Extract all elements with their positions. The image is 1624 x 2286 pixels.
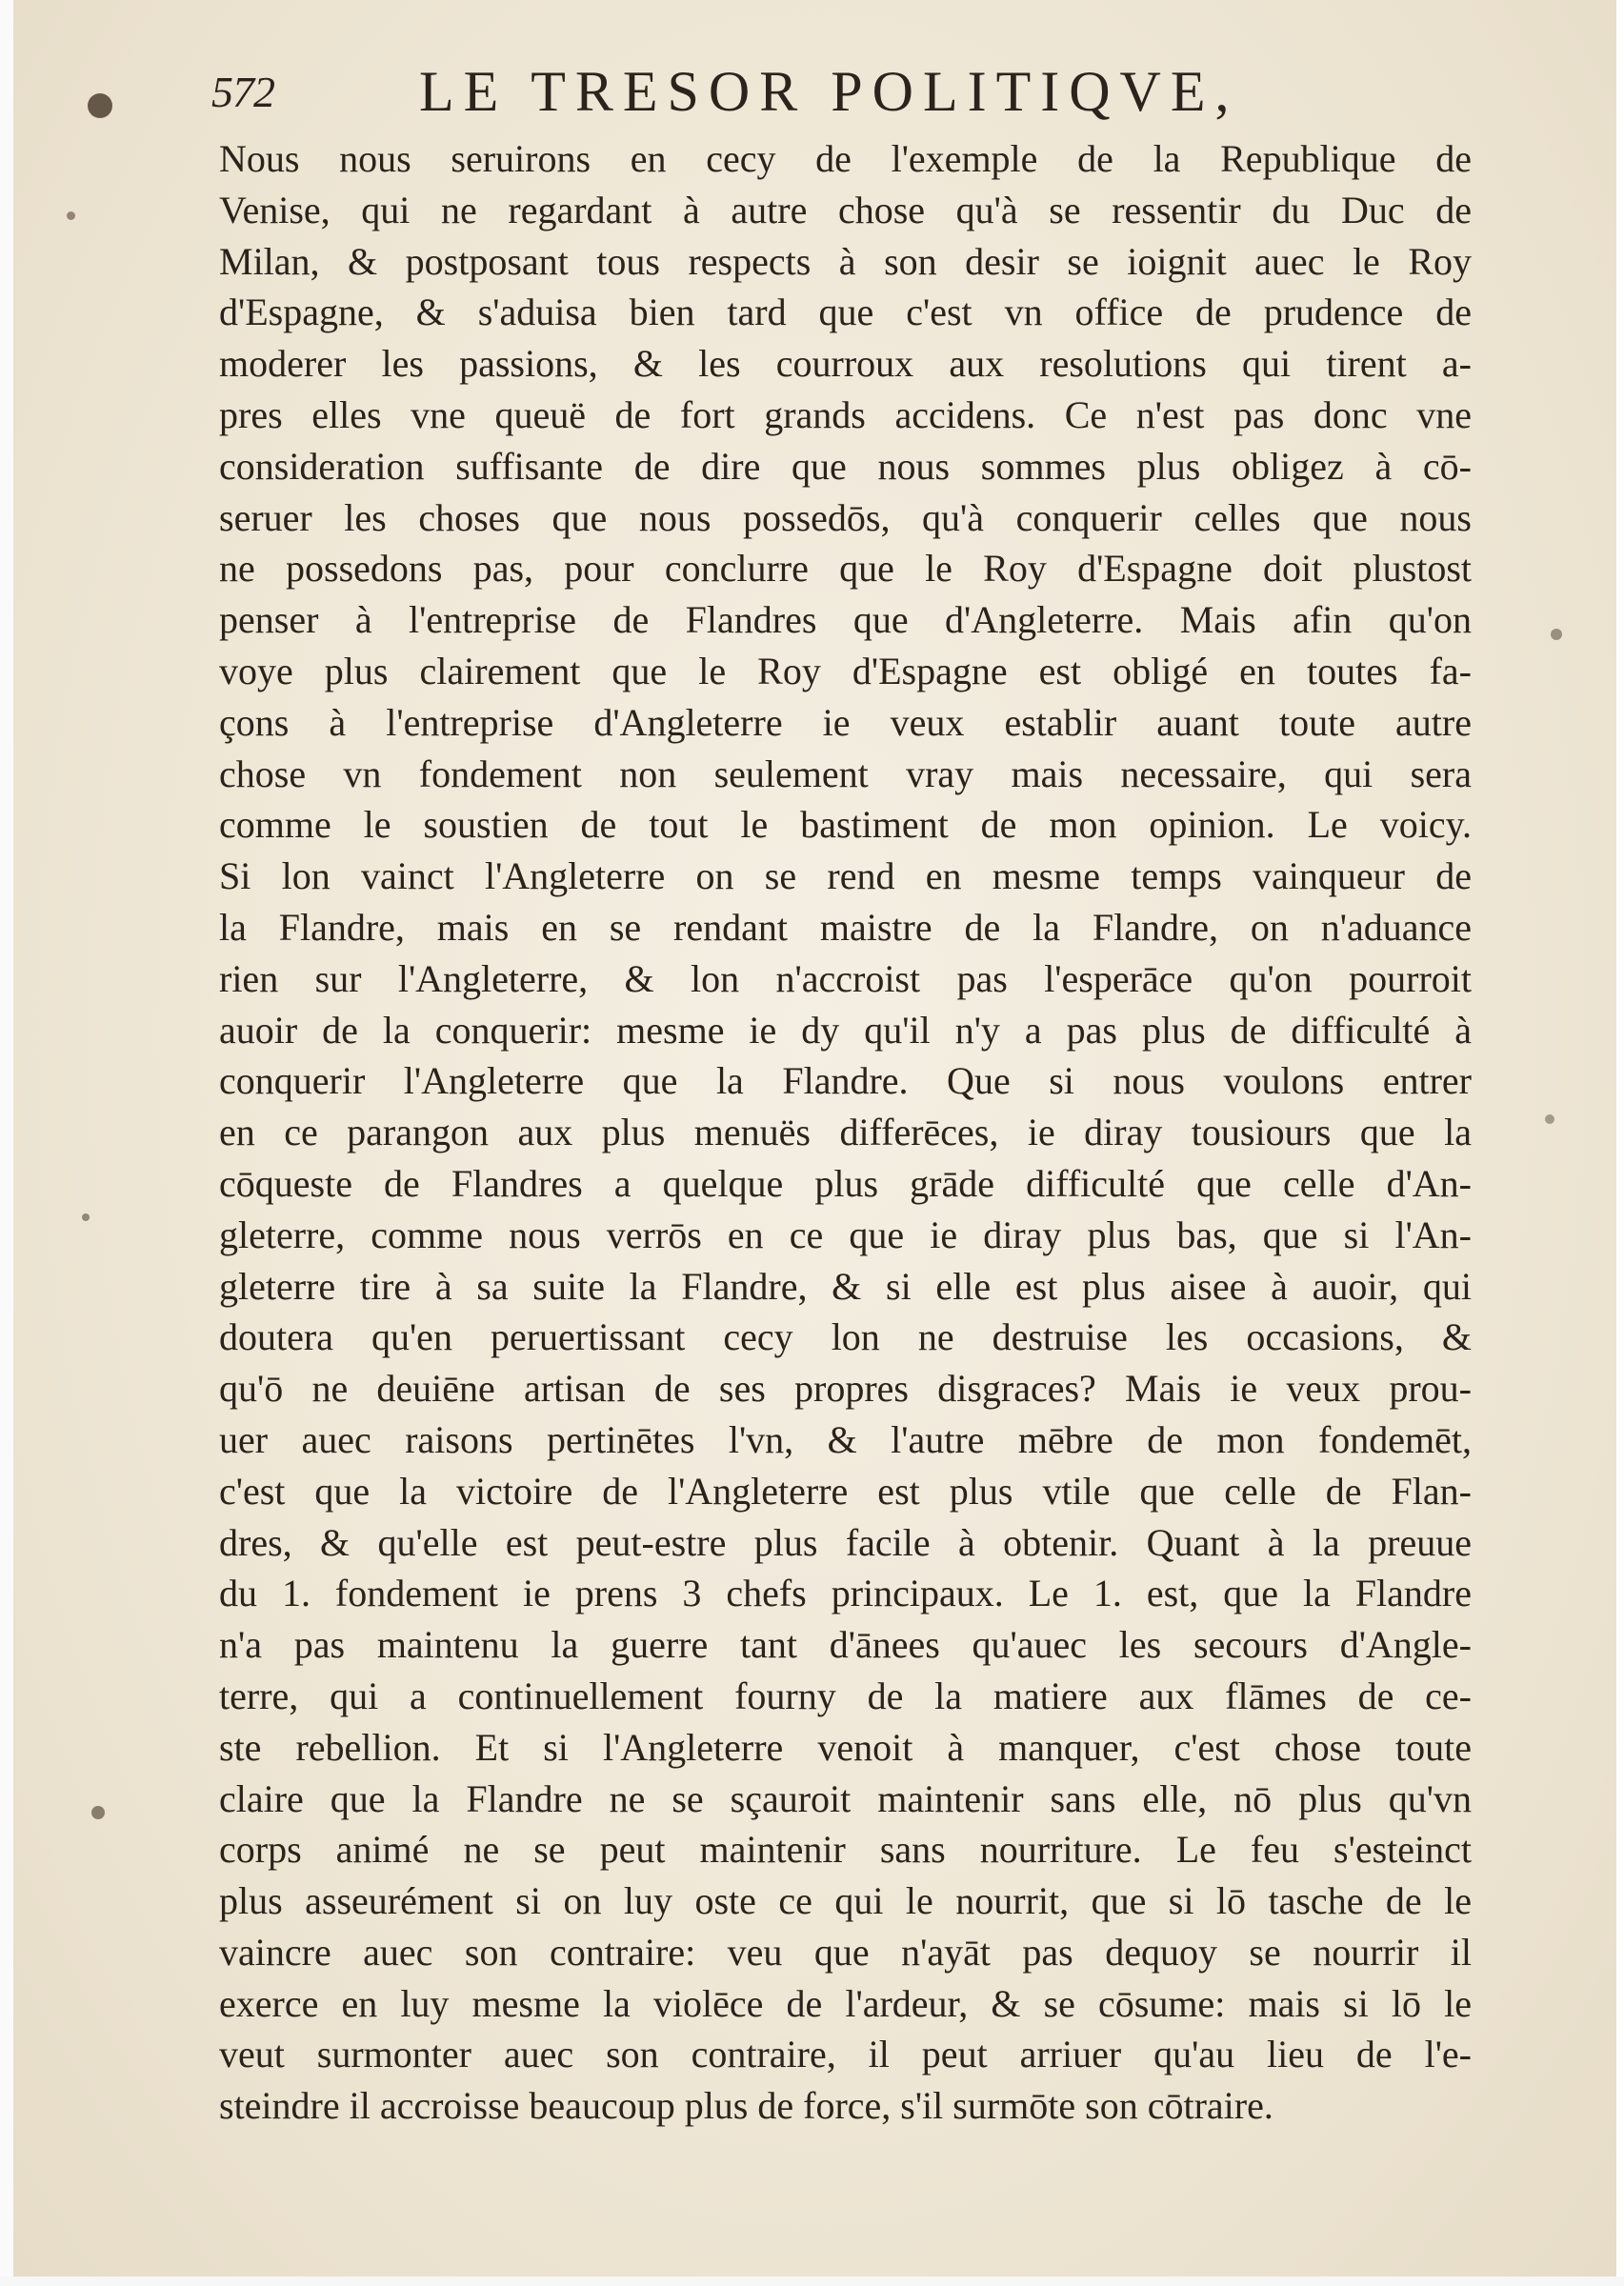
text-line: Si lon vainct l'Angleterre on se rend en mesme temps vainqueur de xyxy=(219,854,1472,898)
text-line: corps animé ne se peut maintenir sans nourriture. Le feu s'esteinct xyxy=(219,1828,1472,1872)
text-line: pres elles vne queuë de fort grands accidens. Ce n'est pas donc vne xyxy=(219,392,1472,436)
text-line: cōqueste de Flandres a quelque plus grāde difficulté que celle d'An- xyxy=(219,1161,1472,1205)
scan-edge-right xyxy=(1616,0,1624,2286)
text-line: voye plus clairement que le Roy d'Espagne est obligé en toutes fa- xyxy=(219,649,1472,692)
text-line: çons à l'entreprise d'Angleterre ie veux establir auant toute autre xyxy=(219,700,1472,744)
text-line: rien sur l'Angleterre, & lon n'accroist pas l'esperāce qu'on pourroit xyxy=(219,956,1472,1000)
scan-edge-bottom xyxy=(0,2276,1624,2286)
text-line: gleterre, comme nous verrōs en ce que ie diray plus bas, que si l'An- xyxy=(219,1213,1472,1256)
text-line: steindre il accroisse beaucoup plus de force, s'il surmōte son cōtraire. xyxy=(219,2084,1273,2128)
text-line: vaincre auec son contraire: veu que n'ayāt pas dequoy se nourrir il xyxy=(219,1930,1472,1974)
ink-stain xyxy=(88,93,112,118)
text-line: ste rebellion. Et si l'Angleterre venoit à manquer, c'est chose toute xyxy=(219,1725,1472,1769)
text-line: chose vn fondement non seulement vray mais necessaire, qui sera xyxy=(219,752,1472,795)
ink-stain xyxy=(1545,1114,1554,1124)
text-line: du 1. fondement ie prens 3 chefs principaux. Le 1. est, que la Flandre xyxy=(219,1572,1472,1615)
text-line: Milan, & postposant tous respects à son desir se ioignit auec le Roy xyxy=(219,239,1472,283)
scan-edge-left xyxy=(0,0,13,2286)
text-line: Venise, qui ne regardant à autre chose qu'à se ressentir du Duc de xyxy=(219,188,1472,231)
text-line: Nous nous seruirons en cecy de l'exemple de la Republique de xyxy=(219,137,1472,180)
text-line: conquerir l'Angleterre que la Flandre. Que si nous voulons entrer xyxy=(219,1059,1472,1103)
text-line: terre, qui a continuellement fourny de la matiere aux flāmes de ce- xyxy=(219,1674,1472,1717)
text-line: gleterre tire à sa suite la Flandre, & si elle est plus aisee à auoir, qui xyxy=(219,1264,1472,1308)
text-line: auoir de la conquerir: mesme ie dy qu'il n'y a pas plus de difficulté à xyxy=(219,1008,1472,1052)
text-line: claire que la Flandre ne se sçauroit maintenir sans elle, nō plus qu'vn xyxy=(219,1776,1472,1820)
text-line: c'est que la victoire de l'Angleterre est plus vtile que celle de Flan- xyxy=(219,1469,1472,1513)
ink-stain xyxy=(1551,629,1562,640)
text-line: veut surmonter auec son contraire, il peut arriuer qu'au lieu de l'e- xyxy=(219,2033,1472,2076)
text-line: doutera qu'en peruertissant cecy lon ne destruise les occasions, & xyxy=(219,1315,1472,1359)
text-line: la Flandre, mais en se rendant maistre de la Flandre, on n'aduance xyxy=(219,905,1472,949)
page-header xyxy=(190,59,1495,126)
body-text xyxy=(219,133,1472,2132)
text-line: n'a pas maintenu la guerre tant d'ānees qu'auec les secours d'Angle- xyxy=(219,1623,1472,1667)
text-line: comme le soustien de tout le bastiment de mon opinion. Le voicy. xyxy=(219,803,1472,847)
page-number: 572 xyxy=(211,68,274,116)
ink-stain xyxy=(67,211,75,220)
text-line: dres, & qu'elle est peut-estre plus facile à obtenir. Quant à la preuue xyxy=(219,1520,1472,1564)
text-line: plus asseurément si on luy oste ce qui le nourrit, que si lō tasche de le xyxy=(219,1879,1472,1923)
text-line: penser à l'entreprise de Flandres que d'Angleterre. Mais afin qu'on xyxy=(219,598,1472,642)
text-line: consideration suffisante de dire que nous sommes plus obligez à cō- xyxy=(219,444,1472,488)
ink-stain xyxy=(82,1213,90,1221)
text-line: d'Espagne, & s'aduisa bien tard que c'est vn office de prudence de xyxy=(219,291,1472,334)
text-line: seruer les choses que nous possedōs, qu'à conquerir celles que nous xyxy=(219,495,1472,539)
text-line: exerce en luy mesme la violēce de l'ardeur, & se cōsume: mais si lō le xyxy=(219,1981,1472,2025)
running-title: LE TRESOR POLITIQVE, xyxy=(419,60,1239,123)
ink-stain xyxy=(91,1806,105,1819)
text-line: en ce parangon aux plus menuës differēces, ie diray tousiours que la xyxy=(219,1111,1472,1154)
text-line: moderer les passions, & les courroux aux resolutions qui tirent a- xyxy=(219,342,1472,386)
text-line: uer auec raisons pertinētes l'vn, & l'autre mēbre de mon fondemēt, xyxy=(219,1417,1472,1461)
text-line: ne possedons pas, pour conclurre que le Roy d'Espagne doit plustost xyxy=(219,547,1472,591)
text-line: qu'ō ne deuiēne artisan de ses propres disgraces? Mais ie veux prou- xyxy=(219,1367,1472,1411)
